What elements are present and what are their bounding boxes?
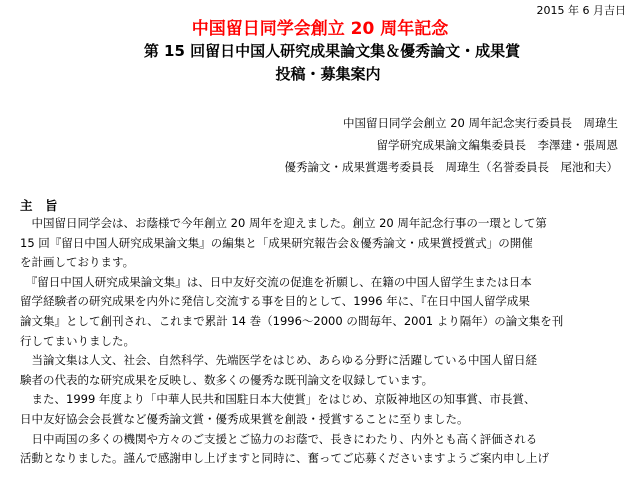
- body-line: 留学経験者の研究成果を内外に発信し交流する事を目的として、1996 年に、『在日中国人留学成果: [20, 294, 530, 309]
- body-line: 行してまいりました。: [20, 333, 135, 348]
- body-line: 『留日中国人研究成果論文集』は、日中友好交流の促進を祈願し、在籍の中国人留学生または日本: [20, 274, 532, 289]
- body-line: 論文集』として創刊され、これまで累計 14 巻（1996～2000 の間毎年、2001 より隔年）の論文集を刊: [20, 313, 564, 328]
- body-line: 活動となりました。謹んで感謝申し上げますと同時に、奮ってご応募くださいますようご案内申し上げ: [20, 451, 549, 466]
- document-date: 2015 年 6 月吉日: [536, 4, 626, 17]
- main-title: 中国留日同学会創立 20 周年記念: [191, 19, 449, 39]
- body-line: 日中友好協会会長賞など優秀論文賞・優秀成果賞を創設・授賞することに至りました。: [20, 411, 469, 426]
- organizer-line: 中国留日同学会創立 20 周年記念実行委員長 周瑋生: [343, 116, 618, 130]
- organizer-line: 優秀論文・成果賞選考委員長 周瑋生（名誉委員長 尾池和夫）: [284, 160, 618, 174]
- body-line: 当論文集は人文、社会、自然科学、先端医学をはじめ、あらゆる分野に活躍している中国人留日経: [20, 353, 538, 368]
- sub-title-2: 投稿・募集案内: [275, 65, 381, 83]
- body-line: 15 回『留日中国人研究成果論文集』の編集と「成果研究報告会＆優秀論文・成果賞授賞式」の開催: [20, 235, 533, 250]
- body-line: また、1999 年度より「中華人民共和国駐日本大使賞」をはじめ、京阪神地区の知事賞、市長賞、: [20, 392, 536, 407]
- body-line: 中国留日同学会は、お蔭様で今年創立 20 周年を迎えました。創立 20 周年記念行事の一環として第: [20, 216, 547, 230]
- body-line: 験者の代表的な研究成果を反映し、数多くの優秀な既刊論文を収録しています。: [20, 372, 434, 387]
- body-line: 日中両国の多くの機関や方々のご支援とご協力のお蔭で、長きにわたり、内外とも高く評価される: [20, 431, 538, 446]
- body-text: [20, 214, 624, 469]
- body-line: を計画しております。: [20, 255, 135, 270]
- organizer-block: [285, 112, 619, 178]
- organizer-line: 留学研究成果論文編集委員長 李澤建・張周恩: [376, 138, 618, 152]
- section-heading: 主 旨: [20, 198, 58, 213]
- sub-title: 第 15 回留日中国人研究成果論文集＆優秀論文・成果賞: [143, 42, 521, 60]
